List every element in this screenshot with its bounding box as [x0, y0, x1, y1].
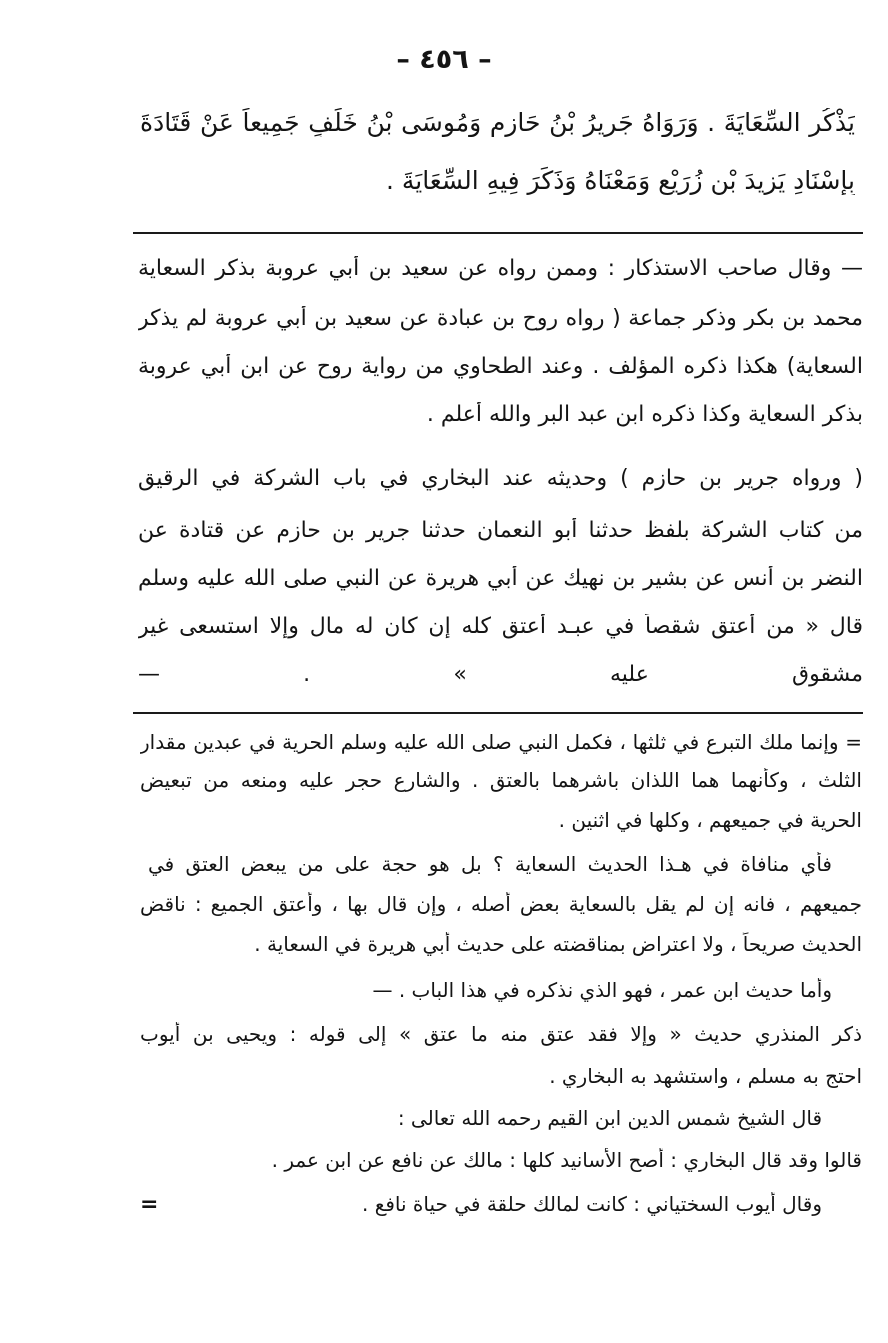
commentary-block: [138, 240, 863, 700]
footnote-line: قال الشيخ شمس الدين ابن القيم رحمه الله تعالى :: [397, 1106, 822, 1130]
commentary-line: من كتاب الشركة بلفظ حدثنا أبو النعمان حدثنا جرير بن حازم عن قتادة عن: [138, 518, 863, 543]
footnote-line: وقال أيوب السختياني : كانت لمالك حلقة في حياة نافع .: [361, 1192, 822, 1216]
continuation-mark: =: [140, 1192, 159, 1217]
commentary-line: — وقال صاحب الاستذكار : وممن رواه عن سعيد بن أبي عروبة بذكر السعاية: [138, 256, 863, 281]
commentary-line: بذكر السعاية وكذا ذكره ابن عبد البر والله أعلم .: [426, 402, 863, 427]
footnote-line: فأي منافاة في هـذا الحديث السعاية ؟ بل هو حجة على من يبعض العتق في: [148, 852, 832, 876]
footnote-line: قالوا وقد قال البخاري : أصح الأسانيد كلها : مالك عن نافع عن ابن عمر .: [271, 1148, 862, 1172]
text-line: يَذْكُرِ السِّعَايَةَ . وَرَوَاهُ جَرِيرُ بْنُ حَازِمٍ وَمُوسَى بْنُ خَلَفٍ جَمِيعاً عَنْ قَتَادَةَ: [140, 108, 855, 137]
footnote-rule: [133, 712, 863, 714]
text-line: بِإِسْنَادِ يَزِيدَ بْنِ زُرَيْعٍ وَمَعْنَاهُ وَذَكَرَ فِيهِ السِّعَايَةَ .: [385, 166, 855, 195]
footnote-line: وأما حديث ابن عمر ، فهو الذي نذكره في هذا الباب . —: [372, 978, 832, 1002]
commentary-line: محمد بن بكر وذكر جماعة ( رواه روح بن عبادة عن سعيد بن أبي عروبة لم يذكر: [138, 306, 863, 331]
commentary-line: السعاية) هكذا ذكره المؤلف . وعند الطحاوي من رواية روح عن ابن أبي عروبة: [138, 354, 863, 379]
footnote-line: الحديث صريحاً ، ولا اعتراض بمناقضته على حديث أبي هريرة في السعاية .: [254, 932, 862, 956]
commentary-line: النضر بن أنس عن بشير بن نهيك عن أبي هريرة عن النبي صلى الله عليه وسلم: [138, 566, 863, 591]
footnote-line: ذكر المنذري حديث « وإلا فقد عتق منه ما عتق » إلى قوله : ويحيى بن أيوب: [140, 1022, 862, 1046]
commentary-line: قال « من أعتق شقصاً في عبـد أعتق كله إن كان له مال وإلا استسعى غير: [138, 614, 863, 639]
commentary-line: ( ورواه جرير بن حازم ) وحديثه عند البخاري في باب الشركة في الرقيق: [138, 466, 863, 491]
footnote-block: [140, 722, 862, 1232]
footnote-line: الحرية في جميعهم ، وكلها في اثنين .: [558, 808, 862, 832]
page-number: – ٤٥٦ –: [396, 44, 492, 75]
vocalized-text-block: [140, 100, 855, 220]
footnote-line: جميعهم ، فانه إن لم يقل بالسعاية بعض أصله ، وإن قال بها ، وأعتق الجميع : ناقض: [140, 892, 862, 916]
commentary-line: مشقوق عليه » . —: [138, 662, 863, 687]
footnote-line: احتج به مسلم ، واستشهد به البخاري .: [549, 1064, 862, 1088]
footnote-line: = وإنما ملك التبرع في ثلثها ، فكمل النبي صلى الله عليه وسلم الحرية في عبدين مقدار: [140, 730, 862, 754]
footnote-line: الثلث ، وكأنهما هما اللذان باشرهما بالعتق . والشارع حجر عليه ومنعه من تبعيض: [140, 768, 862, 792]
separator-rule: [133, 232, 863, 234]
